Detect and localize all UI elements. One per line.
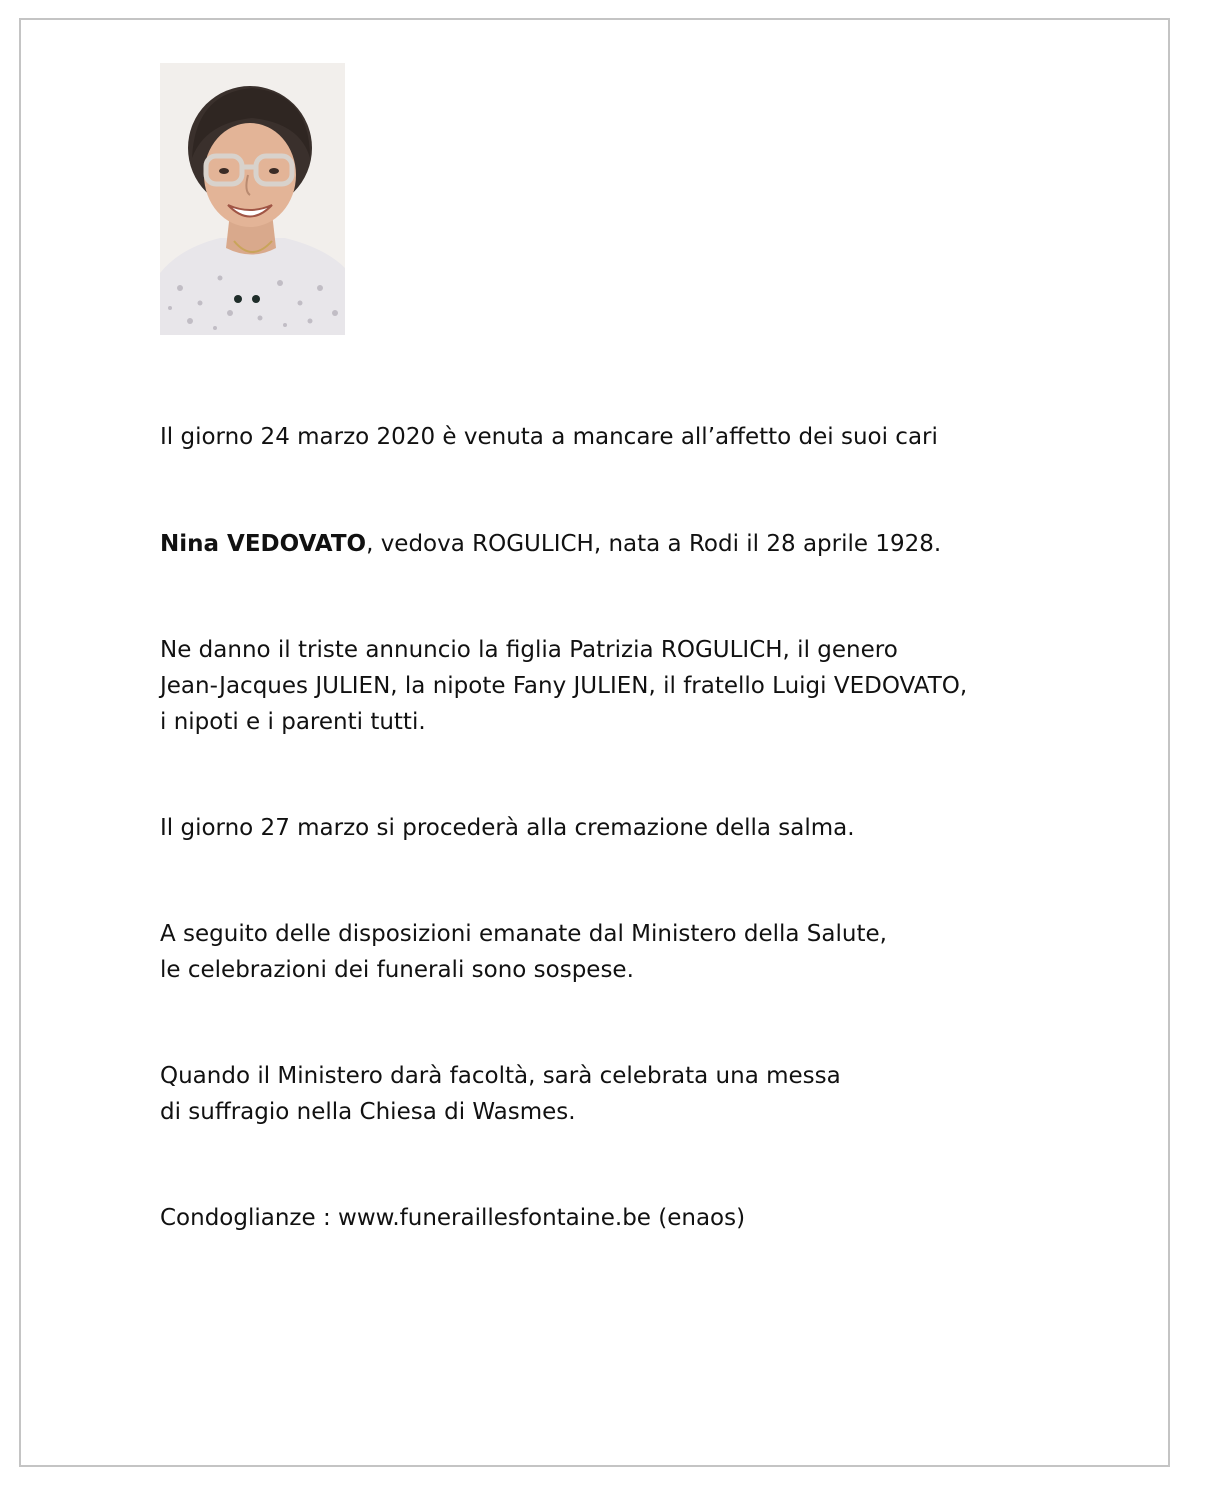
- cremation-text: [160, 810, 855, 846]
- deceased-name: Nina VEDOVATO: [160, 531, 367, 557]
- condolences-text: [160, 1200, 745, 1236]
- cremation-line: Il giorno 27 marzo si procederà alla cremazione della salma.: [160, 815, 855, 841]
- condolences-line: Condoglianze : www.funeraillesfontaine.be (enaos): [160, 1205, 746, 1231]
- family-line: i nipoti e i parenti tutti.: [160, 709, 426, 735]
- intro-text: [160, 419, 938, 455]
- deceased-line: [160, 526, 941, 562]
- family-line: Ne danno il triste annuncio la figlia Patrizia ROGULICH, il genero: [160, 637, 898, 663]
- mass-line: Quando il Ministero darà facoltà, sarà celebrata una messa: [160, 1063, 841, 1089]
- ministry-line: le celebrazioni dei funerali sono sospese.: [160, 957, 634, 983]
- family-announcement: [160, 632, 967, 740]
- family-line: Jean-Jacques JULIEN, la nipote Fany JULIEN, il fratello Luigi VEDOVATO,: [160, 673, 968, 699]
- ministry-line: A seguito delle disposizioni emanate dal Ministero della Salute,: [160, 921, 887, 947]
- portrait-photo: [160, 63, 345, 335]
- intro-line: Il giorno 24 marzo 2020 è venuta a mancare all’affetto dei suoi cari: [160, 424, 938, 450]
- mass-line: di suffragio nella Chiesa di Wasmes.: [160, 1099, 576, 1125]
- mass-text: [160, 1058, 841, 1130]
- deceased-details: , vedova ROGULICH, nata a Rodi il 28 aprile 1928.: [366, 531, 942, 557]
- ministry-text: [160, 916, 887, 988]
